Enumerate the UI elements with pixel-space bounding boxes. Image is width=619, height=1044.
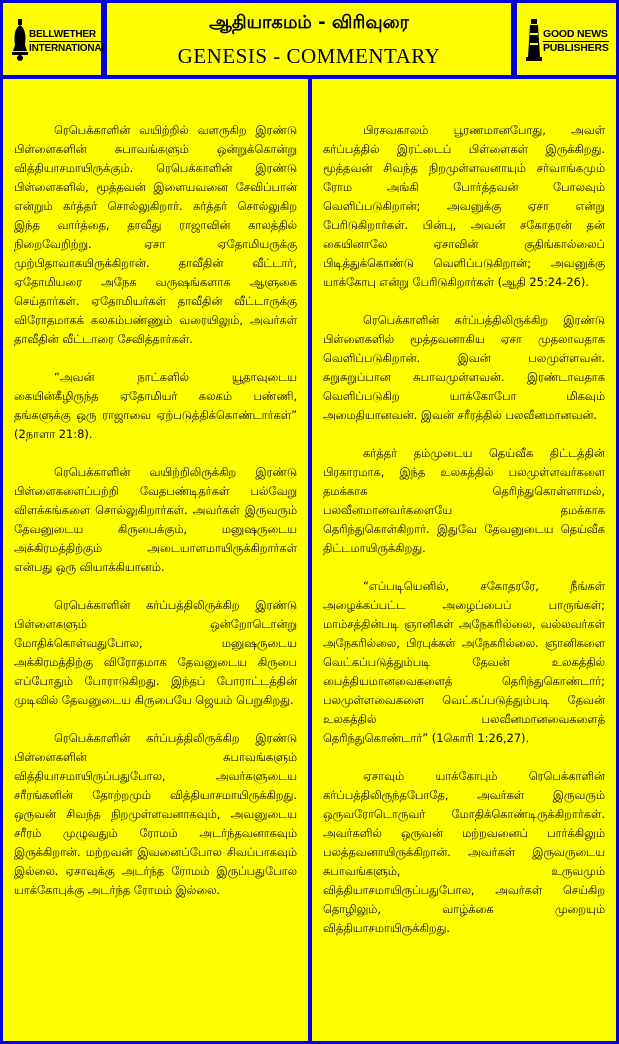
paragraph: பிரசவகாலம் பூரணமானபோது, அவள் கர்ப்பத்தில் இரட்டைப் பிள்ளைகள் இருக்கிறது. மூத்தவன் சிவந்த நிறமுள்ளவனாயும் சர்வாங்கமும் ரோம அங்கி போர்த்தவன் போலவும் வெளிப்படுகிறான்; அவனுக்கு ஏசா என்று பேரிடுகிறார்கள். பின்பு, அவன் சகோதரன் தன் கையினாலே ஏசாவின் குதிங்கால்லைப் பிடித்துக்கொண்டு வெளிப்படுகிறான்; அவனுக்கு யாக்கோபு என்று பேரிடுகிறார்கள் (ஆதி 25:24-26). bbox=[323, 123, 605, 289]
title-tamil: ஆதியாகமம் - விரிவுரை bbox=[209, 12, 409, 33]
good-news-logo bbox=[525, 15, 617, 67]
header-right-box bbox=[514, 0, 619, 78]
paragraph: ரெபெக்காளின் கர்ப்பத்திலிருக்கிற இரண்டு பிள்ளைகளும் ஒன்றோடொன்று மோதிக்கொள்வதுபோல, மனுஷருடைய அக்கிரமத்திற்கு விரோதமாக தேவனுடைய கிருபை எப்போதும் போராடுகிறது. இந்தப் போராட்டத்தின் முடிவில் தேவனுடைய கிருபையே ஜெயம் பெறுகிறது. bbox=[14, 598, 297, 707]
paragraph: “அவன் நாட்களில் யூதாவுடைய கையின்கீழிருந்த ஏதோமியர் கலகம் பண்ணி, தங்களுக்கு ஒரு ராஜாவை ஏற்படுத்திக்கொண்டார்கள்” (2நாளா 21:8). bbox=[14, 370, 297, 441]
header-title-box bbox=[104, 0, 514, 78]
paragraph: ஏசாவும் யாக்கோபும் ரெபெக்காளின் கர்ப்பத்திலிருந்தபோதே, அவர்கள் இருவரும் ஒருவரோடொருவர் மோதிக்கொண்டிருக்கிறார்கள். அவர்களில் ஒருவன் மற்றவனைப் பார்க்கிலும் பலத்தவனாயிருக்கிறான். அவர்கள் இருவருடைய சுபாவங்களும், உருவமும் வித்தியாசமாயிருப்பதுபோல, அவர்கள் செய்கிற தொழிலும், வாழ்க்கை முறையும் வித்தியாசமாயிருக்கிறது. bbox=[323, 769, 605, 935]
good-news-logo-text bbox=[543, 28, 609, 55]
paragraph: “எப்படியெனில், சகோதரரே, நீங்கள் அழைக்கப்பட்ட அழைப்பைப் பாருங்கள்; மாம்சத்தின்படி ஞானிகள் அநேகரில்லை, வல்லவர்கள் அநேகரில்லை, பிரபுக்கள் அநேகரில்லை. ஞானிகளை வெட்கப்படுத்தும்படி தேவன் உலகத்தில் பைத்தியமானவைகளைத் தெரிந்துகொண்டார்; பலமுள்ளவைகளை வெட்கப்படுத்தும்படி தேவன் உலகத்தில் பலவீனமானவைகளைத் தெரிந்துகொண்டார்” (1கொரி 1:26,27). bbox=[323, 579, 605, 745]
bellwether-logo bbox=[11, 15, 108, 67]
title-english: GENESIS - COMMENTARY bbox=[177, 44, 441, 68]
bellwether-logo-text bbox=[29, 28, 107, 55]
right-column bbox=[309, 76, 619, 1044]
paragraph: ரெபெக்காளின் கர்ப்பத்திலிருக்கிற இரண்டு பிள்ளைகளில் மூத்தவனாகிய ஏசா முதலாவதாக வெளிப்படுகிறான். இவன் பலமுள்ளவன். சுறுசுறுப்பான சுபாவமுள்ளவன். இரண்டாவதாக வெளிப்படுகிற யாக்கோபோ மிகவும் அமைதியானவன். இவன் சரீரத்தில் பலவீனமானவன். bbox=[323, 313, 605, 422]
paragraph: ரெபெக்காளின் கர்ப்பத்திலிருக்கிற இரண்டு பிள்ளைகளின் சுபாவங்களும் வித்தியாசமாயிருப்பதுபோல, அவர்களுடைய சரீரங்களின் தோற்றமும் வித்தியாசமாயிருக்கிறது. ஒருவன் சிவந்த நிறமுள்ளவனாகவும், அவனுடைய சரீரம் முழுவதும் ரோமம் அடர்ந்தவனாகவும் இருக்கிறான். மற்றவன் இவனைப்போல சிவப்பாகவும் இல்லை. ஏசாவுக்கு அடர்ந்த ரோமம் இருப்பதுபோல யாக்கோபுக்கு அடர்ந்த ரோமம் இல்லை. bbox=[14, 731, 297, 897]
left-column bbox=[0, 76, 311, 1044]
header-left-box bbox=[0, 0, 108, 78]
logo-line-2: INTERNATIONAL bbox=[29, 42, 108, 54]
left-column-text bbox=[14, 121, 297, 919]
paragraph: ரெபெக்காளின் வயிற்றிலிருக்கிற இரண்டு பிள்ளைகளைப்பற்றி வேதபண்டிதர்கள் பல்வேறு விளக்கங்களை சொல்லுகிறார்கள். அவர்கள் இருவரும் தேவனுடைய கிருபைக்கும், மனுஷருடைய அக்கிரமத்திற்கும் அடையாளமாயிருக்கிறார்கள் என்பது ஒரு வியாக்கியானம். bbox=[14, 465, 297, 574]
lighthouse-icon bbox=[525, 19, 543, 63]
right-column-text bbox=[323, 121, 605, 957]
paragraph: கர்த்தர் தம்முடைய தெய்வீக திட்டத்தின் பிரகாரமாக, இந்த உலகத்தில் பலமுள்ளவர்களை தமக்காக தெரிந்துகொள்ளாமல், பலவீனமானவர்களையே தமக்காக தெரிந்துகொள்கிறார். இதுவே தேவனுடைய தெய்வீக திட்டமாயிருக்கிறது. bbox=[323, 446, 605, 555]
logo-line-1: GOOD NEWS bbox=[543, 27, 608, 40]
paragraph: ரெபெக்காளின் வயிற்றில் வளருகிற இரண்டு பிள்ளைகளின் சுபாவங்களும் ஒன்றுக்கொன்று வித்தியாசமாயிருக்கும். ரெபெக்காளின் இரண்டு பிள்ளைகளில், மூத்தவன் இளையவனை சேவிப்பான் என்றும் கர்த்தர் சொல்லுகிறார். கர்த்தர் சொல்லுகிற இந்த வார்த்தை, தாவீது ராஜாவின் காலத்தில் நிறைவேறிற்று. ஏசா ஏதோமியருக்கு முற்பிதாவாகயிருக்கிறான். தாவீதின் வீட்டார், ஏதோமியரை அநேக வருஷங்களாக ஆளுகை செய்தார்கள். ஏதோமியர்கள் தாவீதின் வீட்டாருக்கு விரோதமாகக் கலகம்பண்ணும் வரையிலும், அவர்கள் தாவீதின் வீட்டாரை சேவித்தார்கள். bbox=[14, 123, 297, 346]
logo-line-1: BELLWETHER bbox=[29, 28, 107, 42]
logo-line-2: PUBLISHERS bbox=[543, 41, 609, 54]
bell-icon bbox=[11, 19, 29, 63]
